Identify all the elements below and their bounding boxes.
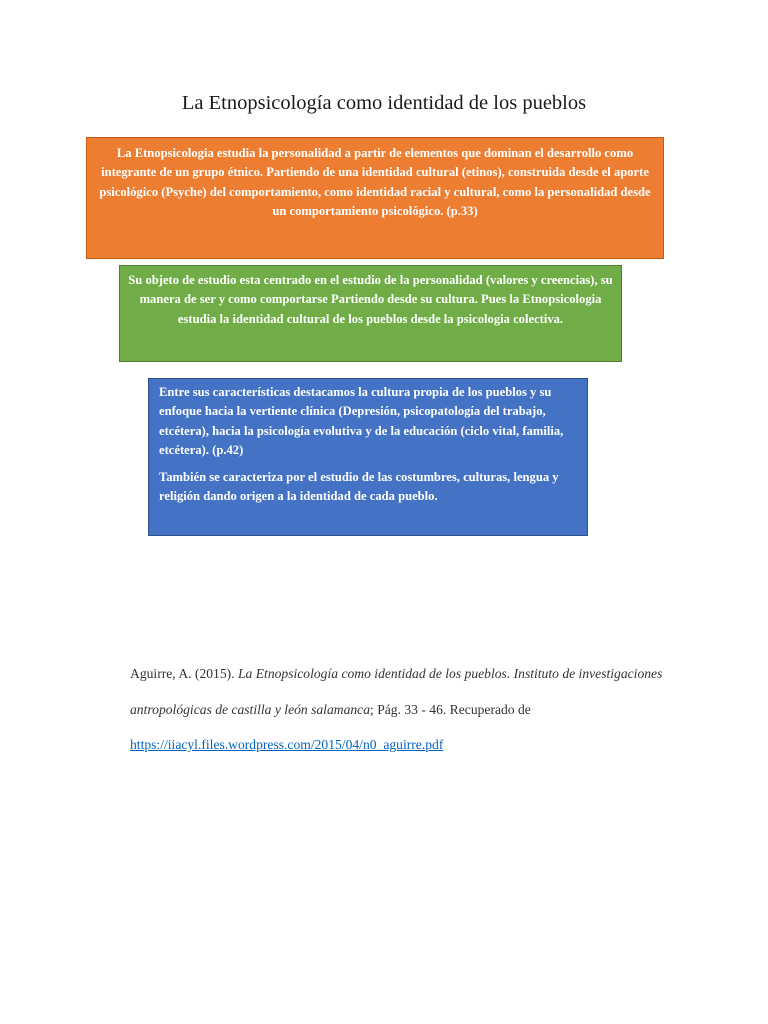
reference-author: Aguirre, A. (2015). xyxy=(130,666,238,681)
blue-box-paragraph-2: También se caracteriza por el estudio de las costumbres, culturas, lengua y religión dando origen a la identidad de cada pueblo. xyxy=(159,469,559,504)
blue-text-box xyxy=(148,378,588,536)
reference-link[interactable]: https://iiacyl.files.wordpress.com/2015/04/n0_aguirre.pdf xyxy=(130,737,444,752)
green-text-box: Su objeto de estudio esta centrado en el estudio de la personalidad (valores y creencias), su manera de ser y como comportarse Partiendo desde su cultura. Pues la Etnopsicologia estudia la identidad cultural de los pueblos desde la psicologia colectiva. xyxy=(119,265,622,362)
reference-citation xyxy=(130,656,670,763)
blue-box-paragraph-1: Entre sus características destacamos la cultura propia de los pueblos y su enfoque hacia la vertiente clínica (Depresión, psicopatología del trabajo, etcétera), hacia la psicología evolutiva y de la educación (ciclo vital, familia, etcétera). (p.42) xyxy=(159,385,564,458)
orange-text-box: La Etnopsicologia estudia la personalidad a partir de elementos que dominan el desarrollo como integrante de un grupo étnico. Partiendo de una identidad cultural (etinos), construida desde el aporte psicológico (Psyche) del comportamiento, como identidad racial y cultural, como la personalidad desde un comportamiento psicológico. (p.33) xyxy=(86,137,664,259)
reference-title: La Etnopsicología como identidad de los pueblos. Instituto de investigaciones antropológicas de castilla y león salamanca xyxy=(130,666,663,717)
reference-pages: ; Pág. 33 - 46. Recuperado de xyxy=(370,701,531,717)
page-title: La Etnopsicología como identidad de los pueblos xyxy=(181,92,587,114)
